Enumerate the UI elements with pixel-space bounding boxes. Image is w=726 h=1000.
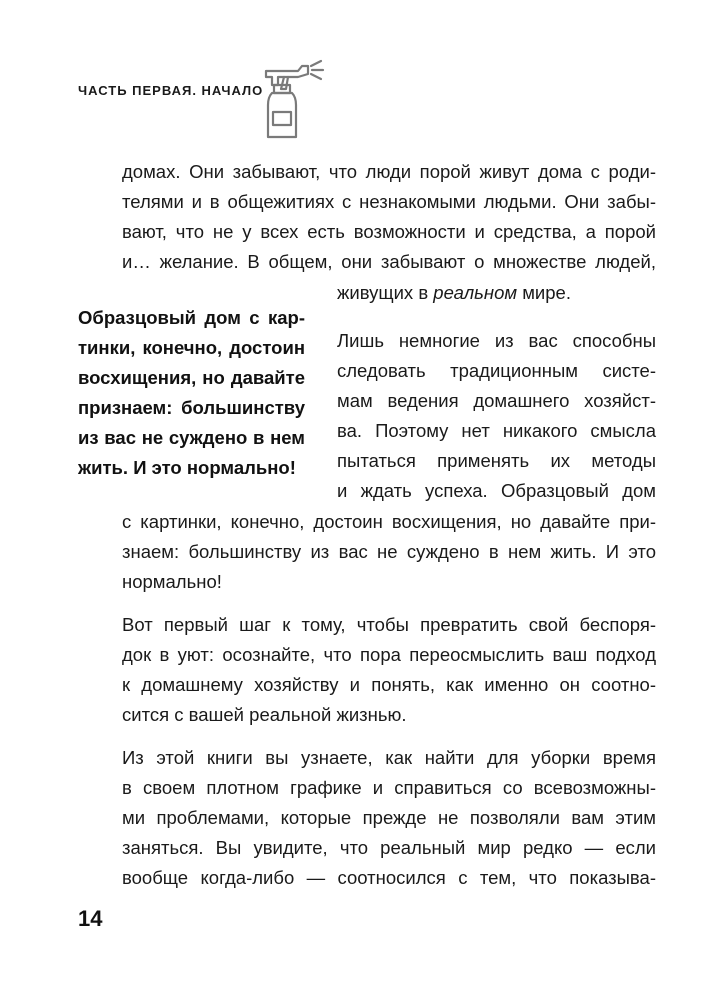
body-line: Вот первый шаг к тому, чтобы превратить свой беспоря-	[122, 614, 656, 635]
text-run: живущих в	[337, 282, 434, 303]
right-column-line: следовать традиционным систе-	[337, 360, 656, 381]
body-line: ми проблемами, которые прежде не позволяли вам этим	[122, 807, 656, 828]
right-column-line: мам ведения домашнего хозяйст-	[337, 390, 656, 411]
body-line: вообще когда-либо — соотносился с тем, что показыва-	[122, 867, 656, 888]
body-line: с картинки, конечно, достоин восхищения, но давайте при-	[122, 511, 656, 532]
body-line: Из этой книги вы узнаете, как найти для уборки время	[122, 747, 656, 768]
pull-quote-line: из вас не суждено в нем	[78, 427, 305, 448]
body-line: вают, что не у всех есть возможности и средства, а порой	[122, 221, 656, 242]
body-line: и… желание. В общем, они забывают о множестве людей,	[122, 251, 656, 272]
text-run: мире.	[517, 282, 571, 303]
right-column-line: Лишь немногие из вас способны	[337, 330, 656, 351]
body-line: док в уют: осознайте, что пора переосмыслить ваш подход	[122, 644, 656, 665]
body-line: заняться. Вы увидите, что реальный мир редко — если	[122, 837, 656, 858]
right-column-line: ва. Поэтому нет никакого смысла	[337, 420, 656, 441]
page-number: 14	[78, 906, 103, 931]
pull-quote-line: восхищения, но давайте	[78, 367, 305, 388]
pull-quote-line: признаем: большинству	[78, 397, 305, 418]
pull-quote-line: тинки, конечно, достоин	[78, 337, 305, 358]
spray-bottle-icon	[258, 57, 326, 141]
right-column-line: пытаться применять их методы	[337, 450, 656, 471]
body-line: в своем плотном графике и справиться со всевозможны-	[122, 777, 656, 798]
pull-quote-line: Образцовый дом с кар-	[78, 307, 305, 328]
running-header: ЧАСТЬ ПЕРВАЯ. НАЧАЛО	[78, 83, 264, 98]
body-line: к домашнему хозяйству и понять, как именно он соотно-	[122, 674, 656, 695]
body-line: знаем: большинству из вас не суждено в нем жить. И это	[122, 541, 656, 562]
pull-quote-line: жить. И это нормально!	[78, 457, 296, 478]
body-line: домах. Они забывают, что люди порой живут дома с роди-	[122, 161, 656, 182]
italic-word: реальном	[433, 282, 518, 303]
body-line	[337, 281, 571, 305]
body-line: сится с вашей реальной жизнью.	[122, 704, 407, 725]
right-column-line: и ждать успеха. Образцовый дом	[337, 480, 656, 501]
body-line: нормально!	[122, 571, 222, 592]
body-line: телями и в общежитиях с незнакомыми людьми. Они забы-	[122, 191, 656, 212]
